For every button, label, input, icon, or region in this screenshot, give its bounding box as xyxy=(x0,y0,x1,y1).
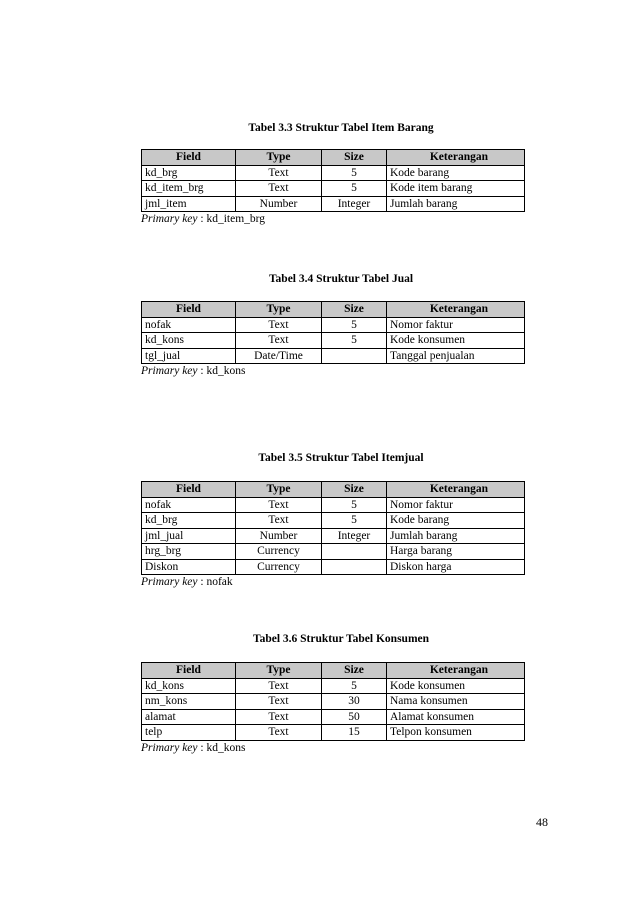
cell: Telpon konsumen xyxy=(387,725,525,741)
header-cell: Size xyxy=(322,150,387,166)
header-cell: Type xyxy=(236,663,322,679)
header-cell: Field xyxy=(142,150,236,166)
cell: Integer xyxy=(322,196,387,212)
header-cell: Keterangan xyxy=(387,150,525,166)
cell: Currency xyxy=(236,559,322,575)
cell: Kode barang xyxy=(387,513,525,529)
cell: 5 xyxy=(322,317,387,333)
table-caption: Tabel 3.4 Struktur Tabel Jual xyxy=(268,273,414,285)
primary-key-value: : nofak xyxy=(197,576,233,588)
cell: Date/Time xyxy=(236,348,322,364)
cell: Integer xyxy=(322,528,387,544)
header-cell: Field xyxy=(142,482,236,498)
table-row xyxy=(142,165,525,181)
primary-key-label: Primary key xyxy=(141,213,198,225)
cell: jml_item xyxy=(142,196,236,212)
cell: Text xyxy=(236,513,322,529)
table-row xyxy=(142,694,525,710)
primary-key-note xyxy=(141,576,524,588)
primary-key-note xyxy=(141,213,524,225)
primary-key-label: Primary key xyxy=(141,365,198,377)
cell: Text xyxy=(236,694,322,710)
cell: Kode konsumen xyxy=(387,678,525,694)
header-cell: Keterangan xyxy=(387,663,525,679)
cell: kd_kons xyxy=(142,678,236,694)
primary-key-label: Primary key xyxy=(141,576,198,588)
table-row xyxy=(142,544,525,560)
header-row xyxy=(142,302,525,318)
cell: Jumlah barang xyxy=(387,528,525,544)
cell: Nama konsumen xyxy=(387,694,525,710)
table-block xyxy=(141,481,524,588)
header-cell: Size xyxy=(322,482,387,498)
table-row xyxy=(142,181,525,197)
cell: Number xyxy=(236,196,322,212)
cell: 15 xyxy=(322,725,387,741)
primary-key-value: : kd_item_brg xyxy=(197,213,266,225)
header-cell: Type xyxy=(236,150,322,166)
primary-key-label: Primary key xyxy=(141,741,198,754)
cell: Diskon xyxy=(142,559,236,575)
header-cell: Type xyxy=(236,482,322,498)
cell: Harga barang xyxy=(387,544,525,560)
cell: Kode item barang xyxy=(387,181,525,197)
structure-table xyxy=(141,662,525,741)
cell: nofak xyxy=(142,317,236,333)
cell: Nomor faktur xyxy=(387,497,525,513)
cell: nm_kons xyxy=(142,694,236,710)
header-cell: Type xyxy=(236,302,322,318)
table-row xyxy=(142,528,525,544)
cell: kd_item_brg xyxy=(142,181,236,197)
cell: nofak xyxy=(142,497,236,513)
cell: Text xyxy=(236,678,322,694)
table-caption: Tabel 3.6 Struktur Tabel Konsumen xyxy=(252,633,430,645)
table-caption: Tabel 3.5 Struktur Tabel Itemjual xyxy=(258,452,424,464)
cell: 50 xyxy=(322,709,387,725)
table-row xyxy=(142,559,525,575)
cell: 5 xyxy=(322,678,387,694)
table-block xyxy=(141,301,524,377)
cell xyxy=(322,559,387,575)
header-cell: Keterangan xyxy=(387,482,525,498)
cell: 5 xyxy=(322,181,387,197)
header-cell: Keterangan xyxy=(387,302,525,318)
cell: kd_brg xyxy=(142,513,236,529)
cell: telp xyxy=(142,725,236,741)
table-caption: Tabel 3.3 Struktur Tabel Item Barang xyxy=(248,122,434,134)
structure-table xyxy=(141,149,525,212)
cell: Tanggal penjualan xyxy=(387,348,525,364)
table-row xyxy=(142,678,525,694)
header-cell: Field xyxy=(142,663,236,679)
structure-table xyxy=(141,301,525,364)
cell: 5 xyxy=(322,333,387,349)
table-row xyxy=(142,709,525,725)
cell: Kode konsumen xyxy=(387,333,525,349)
primary-key-value: : kd_kons xyxy=(197,741,246,754)
primary-key-note xyxy=(141,365,524,377)
cell: 5 xyxy=(322,497,387,513)
table-block xyxy=(141,149,524,225)
cell: kd_brg xyxy=(142,165,236,181)
cell: Jumlah barang xyxy=(387,196,525,212)
cell: hrg_brg xyxy=(142,544,236,560)
table-row xyxy=(142,513,525,529)
table-row xyxy=(142,333,525,349)
primary-key-value: : kd_kons xyxy=(197,365,246,377)
structure-table xyxy=(141,481,525,575)
cell: 5 xyxy=(322,165,387,181)
cell: kd_kons xyxy=(142,333,236,349)
cell xyxy=(322,348,387,364)
header-cell: Size xyxy=(322,663,387,679)
cell: Text xyxy=(236,497,322,513)
cell: 30 xyxy=(322,694,387,710)
table-row xyxy=(142,497,525,513)
cell: Number xyxy=(236,528,322,544)
cell: Text xyxy=(236,725,322,741)
header-row xyxy=(142,663,525,679)
table-row xyxy=(142,348,525,364)
cell: Nomor faktur xyxy=(387,317,525,333)
cell: 5 xyxy=(322,513,387,529)
cell: Diskon harga xyxy=(387,559,525,575)
cell: Text xyxy=(236,317,322,333)
page-number: 48 xyxy=(536,815,548,829)
cell: jml_jual xyxy=(142,528,236,544)
table-row xyxy=(142,725,525,741)
cell: Kode barang xyxy=(387,165,525,181)
cell: Text xyxy=(236,181,322,197)
table-block xyxy=(141,662,524,754)
cell xyxy=(322,544,387,560)
cell: alamat xyxy=(142,709,236,725)
table-row xyxy=(142,196,525,212)
cell: Alamat konsumen xyxy=(387,709,525,725)
table-row xyxy=(142,317,525,333)
header-cell: Field xyxy=(142,302,236,318)
cell: Text xyxy=(236,709,322,725)
cell: tgl_jual xyxy=(142,348,236,364)
header-cell: Size xyxy=(322,302,387,318)
header-row xyxy=(142,482,525,498)
primary-key-note xyxy=(141,742,524,754)
cell: Text xyxy=(236,165,322,181)
cell: Currency xyxy=(236,544,322,560)
cell: Text xyxy=(236,333,322,349)
header-row xyxy=(142,150,525,166)
